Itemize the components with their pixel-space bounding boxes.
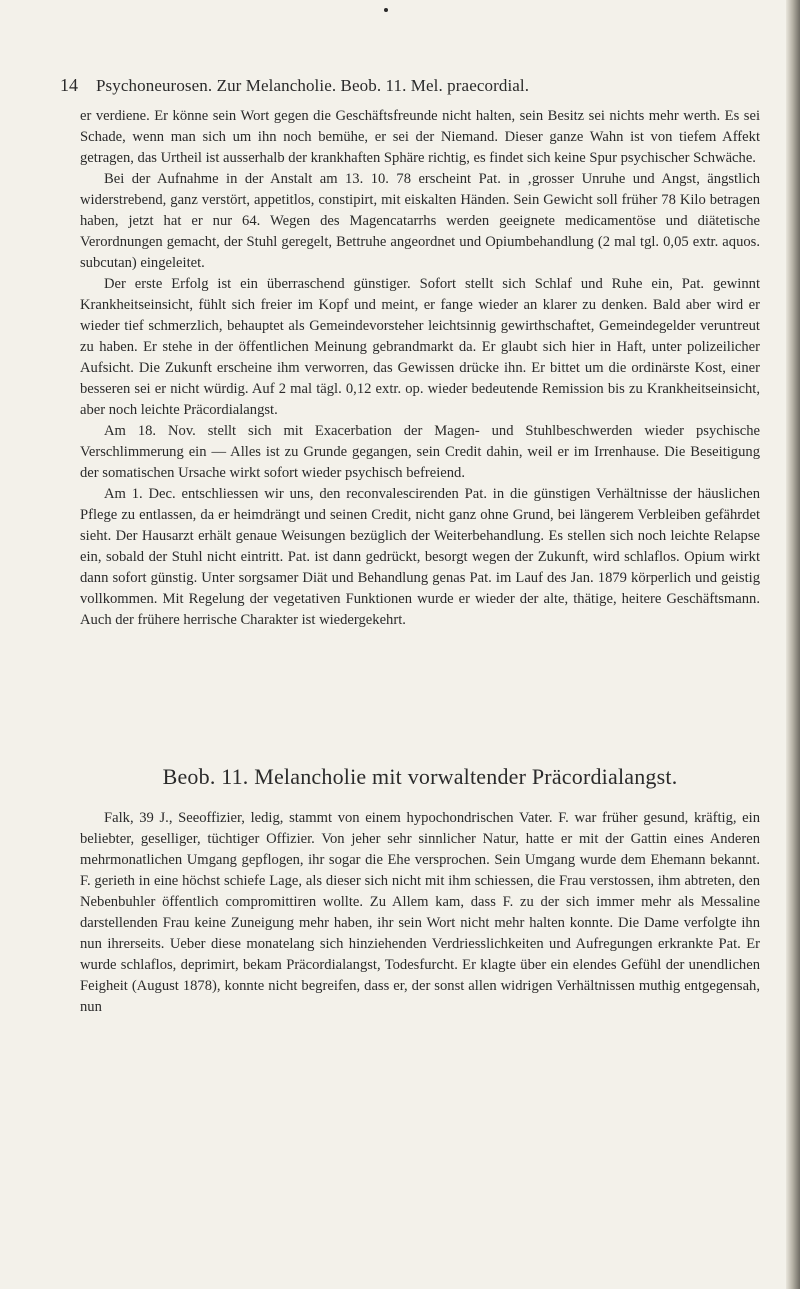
paragraph: Am 18. Nov. stellt sich mit Exacerbation der Magen- und Stuhlbeschwerden wieder psychische Verschlimmerung ein — Alles ist zu Grunde gegangen, sein Credit dahin, weil er im Irrenhause. Die Beseitigung der somatischen Ursache wirkt sofort wieder psychisch befreiend. xyxy=(80,423,760,481)
page-binding-edge xyxy=(786,0,800,1289)
body-text-bottom xyxy=(80,808,760,1018)
paragraph: er verdiene. Er könne sein Wort gegen die Geschäftsfreunde nicht halten, sein Besitz sei nichts mehr werth. Es sei Schade, wenn man sich um ihn noch bemühe, er sei der Niemand. Dieser ganze Wahn ist von tiefem Affekt getragen, das Urtheil ist ausserhalb der krankhaften Sphäre richtig, es findet sich keine Spur psychischer Schwäche. xyxy=(80,108,760,166)
paragraph: Falk, 39 J., Seeoffizier, ledig, stammt von einem hypochondrischen Vater. F. war früher gesund, kräftig, ein beliebter, geselliger, tüchtiger Offizier. Von jeher sehr sinnlicher Natur, hatte er mit der Gattin eines Anderen mehrmonatlichen Umgang gepflogen, ihr sogar die Ehe versprochen. Sein Umgang wurde dem Ehemann bekannt. F. gerieth in eine höchst schiefe Lage, als dieser sich nicht mit ihm schiessen, die Frau verstossen, ihm abtreten, den Nebenbuhler öffentlich compromittiren wollte. Zu Allem kam, dass F. zu der sich immer mehr als Messaline darstellenden Frau keine Zuneigung mehr haben, ihr sein Wort nicht mehr halten konnte. Die Dame verfolgte ihn nun ihrerseits. Ueber diese monatelang sich hinziehenden Verdriesslichkeiten und Aufregungen erkrankte Pat. Er wurde schlaflos, deprimirt, bekam Präcordialangst, Todesfurcht. Er klagte über ein elendes Gefühl der unendlichen Feigheit (August 1878), konnte nicht begreifen, dass er, der sonst allen widrigen Verhältnissen muthig entgegensah, nun xyxy=(80,810,760,1015)
page-number: 14 xyxy=(60,75,78,95)
body-text-top xyxy=(80,106,760,631)
paragraph: Bei der Aufnahme in der Anstalt am 13. 10. 78 erscheint Pat. in ‚grosser Unruhe und Angst, ängstlich widerstrebend, ganz verstört, appetitlos, constipirt, mit eiskalten Händen. Sein Gewicht soll früher 78 Kilo betragen haben, jetzt hat er nur 64. Wegen des Magencatarrhs werden geeignete medicamentöse und diätetische Verordnungen gemacht, der Stuhl geregelt, Bettruhe angeordnet und Opiumbehandlung (2 mal tgl. 0,05 extr. aquos. subcutan) eingeleitet. xyxy=(80,171,760,271)
section-title: Beob. 11. Melancholie mit vorwaltender Präcordialangst. xyxy=(162,764,678,789)
paragraph: Am 1. Dec. entschliessen wir uns, den reconvalescirenden Pat. in die günstigen Verhältnisse der häuslichen Pflege zu entlassen, da er heimdrängt und seinen Credit, nicht ganz ohne Grund, bei längerem Verbleiben gefährdet sieht. Der Hausarzt erhält genaue Weisungen bezüglich der Weiterbehandlung. Es stellen sich noch leichte Relapse ein, sobald der Stuhl nicht eintritt. Pat. ist dann gedrückt, besorgt wegen der Zukunft, wird schlaflos. Opium wirkt dann sofort günstig. Unter sorgsamer Diät und Behandlung genas Pat. im Lauf des Jan. 1879 körperlich und geistig vollkommen. Mit Regelung der vegetativen Funktionen wurde er wieder der alte, thätige, heitere Geschäftsmann. Auch der frühere herrische Charakter ist wiedergekehrt. xyxy=(80,486,760,628)
running-head: Psychoneurosen. Zur Melancholie. Beob. 11. Mel. praecordial. xyxy=(96,76,530,95)
page-header xyxy=(60,73,760,97)
ink-speck-top xyxy=(384,8,388,12)
paragraph: Der erste Erfolg ist ein überraschend günstiger. Sofort stellt sich Schlaf und Ruhe ein, Pat. gewinnt Krankheitseinsicht, fühlt sich freier im Kopf und meint, er fange wieder an klarer zu denken. Bald aber wird er wieder tief schmerzlich, behauptet als Gemeindevorsteher leichtsinnig gewirthschaftet, Gemeindegelder veruntreut zu haben. Er stehe in der öffentlichen Meinung gebrandmarkt da. Er glaubt sich hier in Haft, unter polizeilicher Aufsicht. Die Zukunft erscheine ihm verworren, das Gewissen drücke ihn. Er bittet um die ordinärste Kost, einer besseren sei er nicht würdig. Auf 2 mal tägl. 0,12 extr. op. wieder bedeutende Remission bis zu Krankheitseinsicht, aber noch leichte Präcordialangst. xyxy=(80,276,760,418)
